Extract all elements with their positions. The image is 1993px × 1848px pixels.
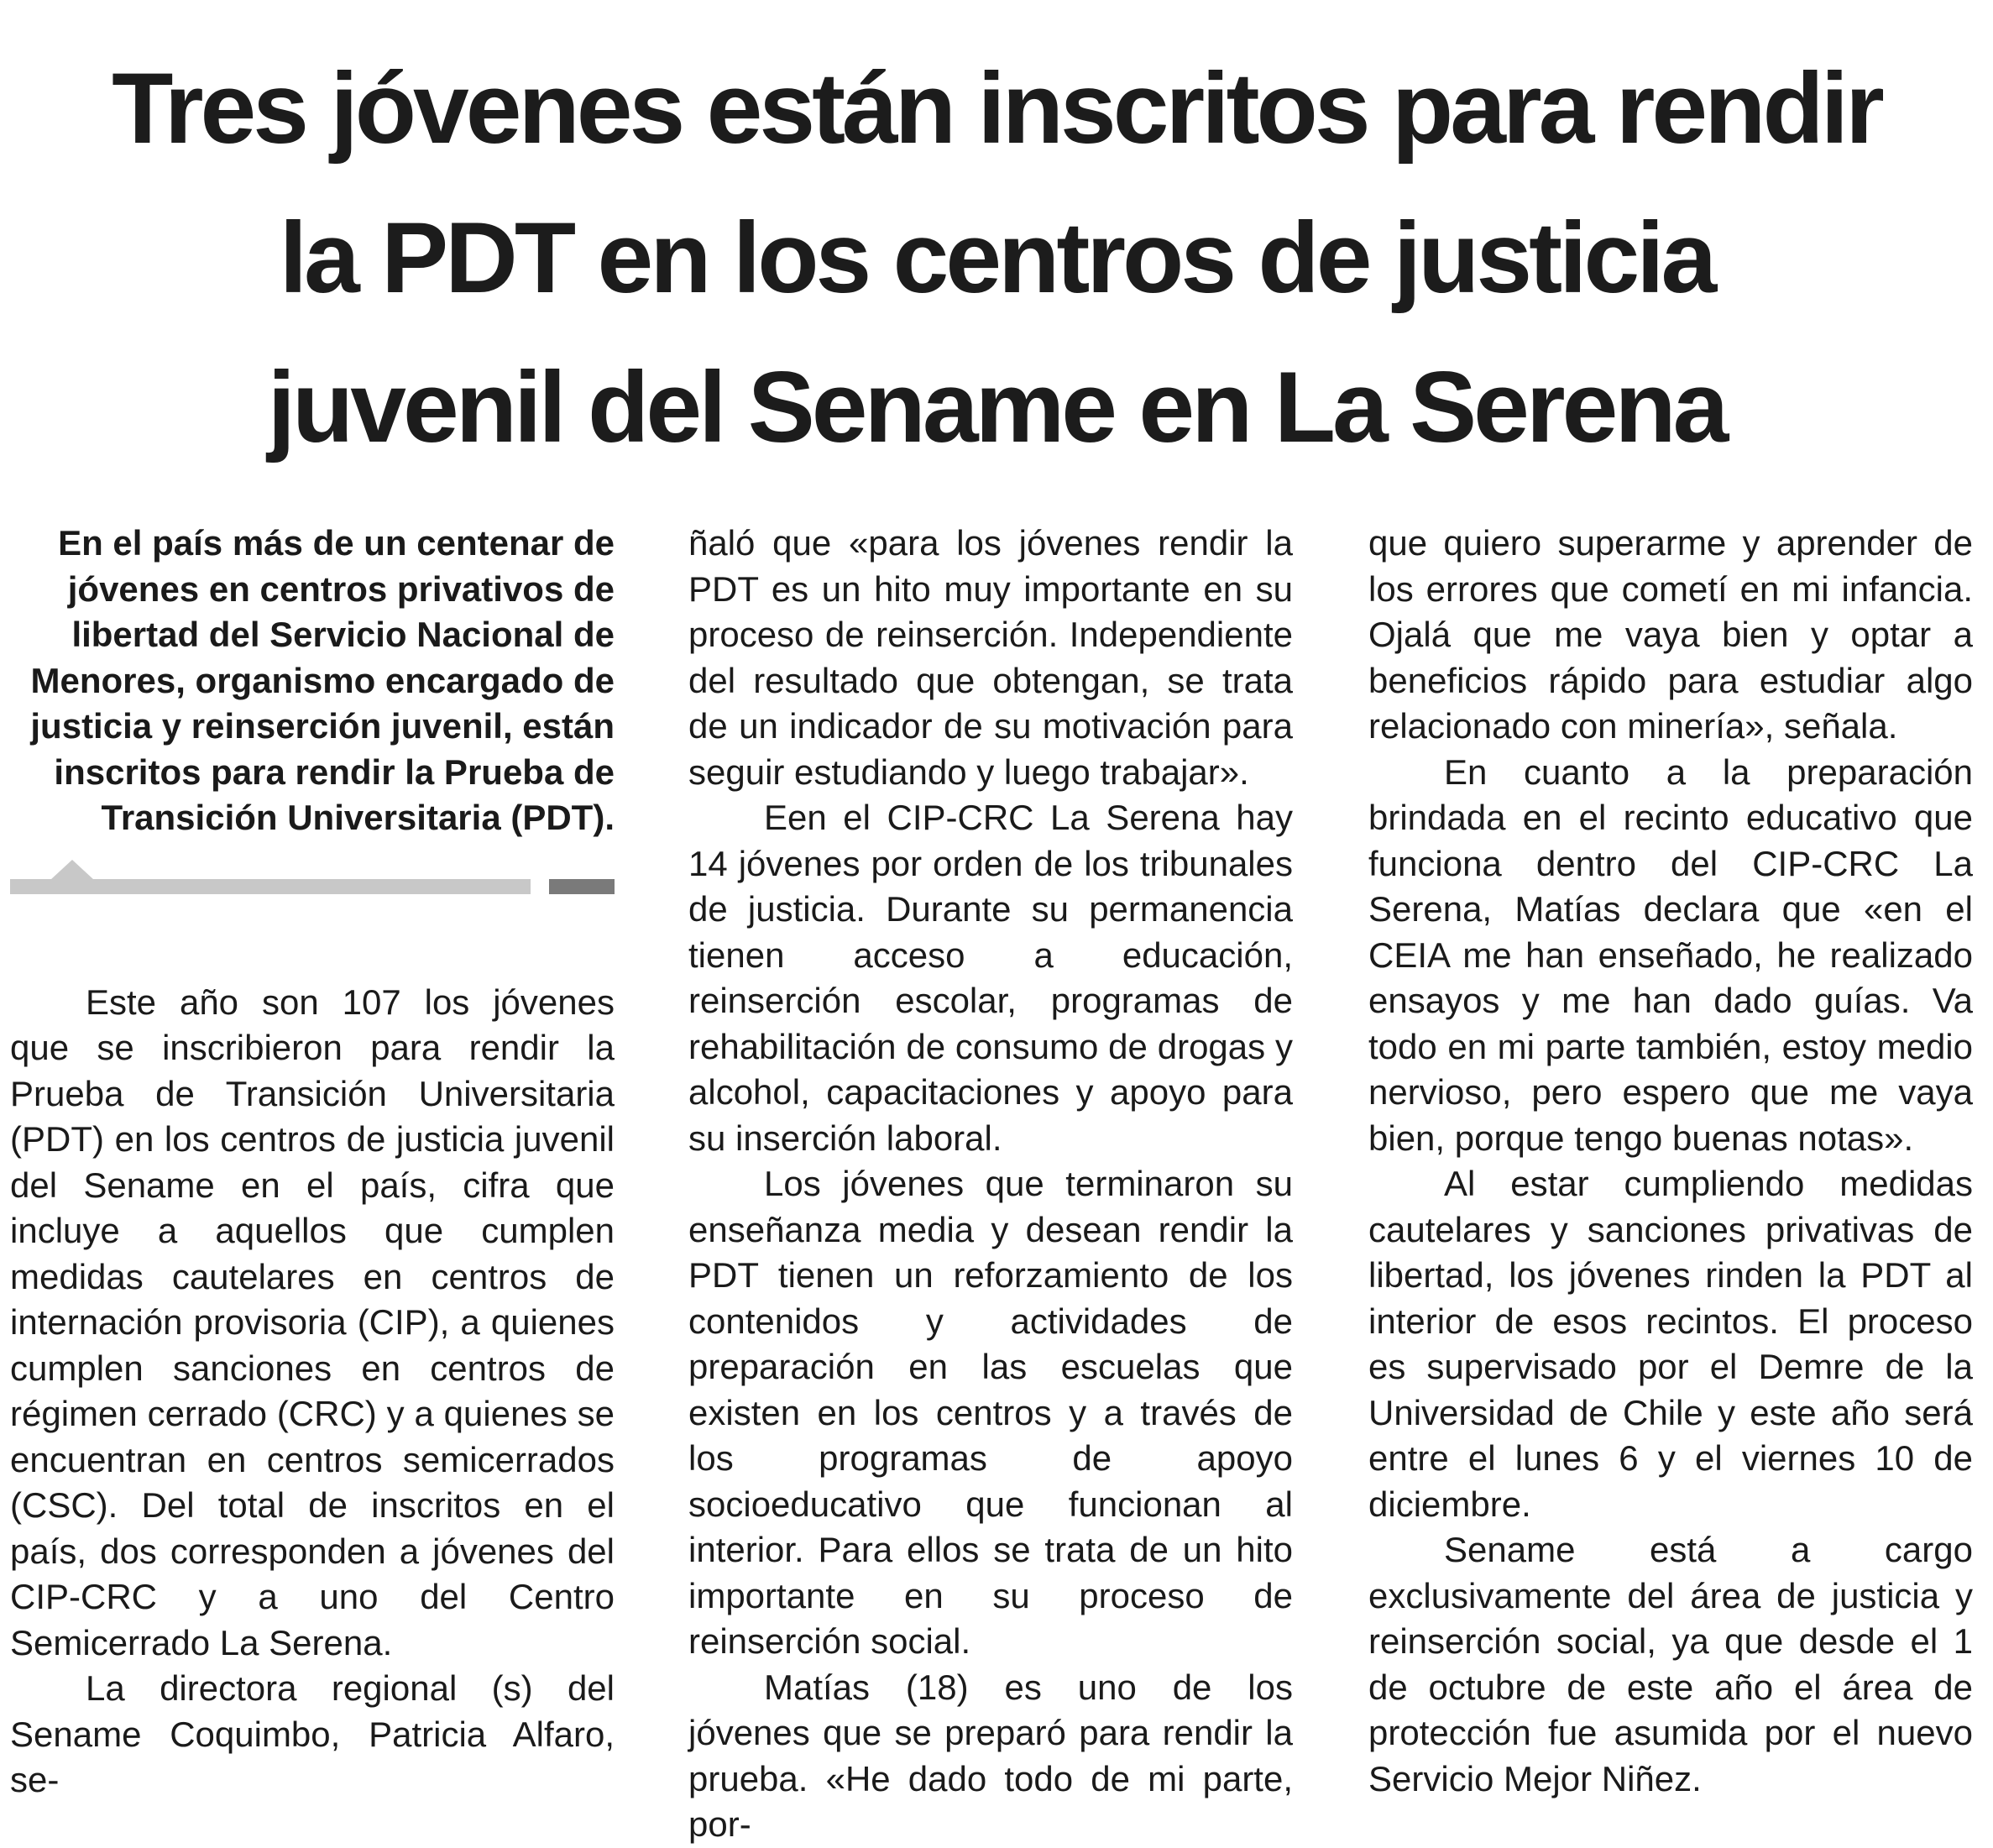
- rule-light-bar: [10, 879, 531, 894]
- body-paragraph: Een el CIP-CRC La Serena hay 14 jóvenes por orden de los tribunales de justicia. Durante su permanencia tienen acceso a educación, reinserción escolar, programas de rehabilitación de consumo de drogas y alcohol, capacitaciones y apoyo para su inserción laboral.: [688, 798, 1293, 1158]
- rule-dark-bar: [549, 879, 615, 894]
- body-paragraph: que quiero superarme y aprender de los errores que cometí en mi infancia. Ojalá que me vaya bien y optar a beneficios rápido para estudiar algo relacionado con minería», señala.: [1368, 523, 1973, 746]
- decorative-rule: [10, 858, 615, 900]
- body-paragraph: La directora regional (s) del Sename Coquimbo, Patricia Alfaro, se-: [10, 1668, 615, 1799]
- article-column-3: [1368, 521, 1973, 1802]
- body-paragraph: Este año son 107 los jóvenes que se inscribieron para rendir la Prueba de Transición Universitaria (PDT) en los centros de justicia juvenil del Sename en el país, cifra que incluye a aquellos que cumplen medidas cautelares en centros de internación provisoria (CIP), a quienes cumplen sanciones en centros de régimen cerrado (CRC) y a quienes se encuentran en centros semicerrados (CSC). Del total de inscritos en el país, dos corresponden a jóvenes del CIP-CRC y a uno del Centro Semicerrado La Serena.: [10, 982, 615, 1662]
- lead-paragraph: En el país más de un centenar de jóvenes en centros privativos de libertad del Servicio Nacional de Menores, organismo encargado de justicia y reinserción juvenil, están inscritos para rendir la Prueba de Transición Universitaria (PDT).: [30, 523, 615, 837]
- headline-line-3: juvenil del Sename en La Serena: [267, 351, 1726, 463]
- body-paragraph: Al estar cumpliendo medidas cautelares y sanciones privativas de libertad, los jóvenes rinden la PDT al interior de esos recintos. El proceso es supervisado por el Demre de la Universidad de Chile y este año será entre el lunes 6 y el viernes 10 de diciembre.: [1368, 1164, 1973, 1524]
- article-headline: [0, 34, 1993, 482]
- body-paragraph: Matías (18) es uno de los jóvenes que se preparó para rendir la prueba. «He dado todo de mi parte, por-: [688, 1667, 1293, 1844]
- rule-triangle-marker: [50, 860, 94, 880]
- headline-line-1: Tres jóvenes están inscritos para rendir: [112, 52, 1881, 165]
- article-column-2: [688, 521, 1293, 1848]
- body-paragraph: Sename está a cargo exclusivamente del área de justicia y reinserción social, ya que desde el 1 de octubre de este año el área de protección fue asumida por el nuevo Servicio Mejor Niñez.: [1368, 1530, 1973, 1798]
- headline-line-2: la PDT en los centros de justicia: [279, 202, 1714, 314]
- article-column-1: [10, 521, 615, 1804]
- body-paragraph: Los jóvenes que terminaron su enseñanza media y desean rendir la PDT tienen un reforzamiento de los contenidos y actividades de preparación en las escuelas que existen en los centros y a través de los programas de apoyo socioeducativo que funcionan al interior. Para ellos se trata de un hito importante en su proceso de reinserción social.: [688, 1164, 1293, 1661]
- body-paragraph: En cuanto a la preparación brindada en el recinto educativo que funciona dentro del CIP-CRC La Serena, Matías declara que «en el CEIA me han enseñado, he realizado ensayos y me han dado guías. Va todo en mi parte también, estoy medio nervioso, pero espero que me vaya bien, porque tengo buenas notas».: [1368, 751, 1973, 1158]
- body-paragraph: ñaló que «para los jóvenes rendir la PDT es un hito muy importante en su proceso de reinserción. Independiente del resultado que obtengan, se trata de un indicador de su motivación para seguir estudiando y luego trabajar».: [688, 523, 1293, 792]
